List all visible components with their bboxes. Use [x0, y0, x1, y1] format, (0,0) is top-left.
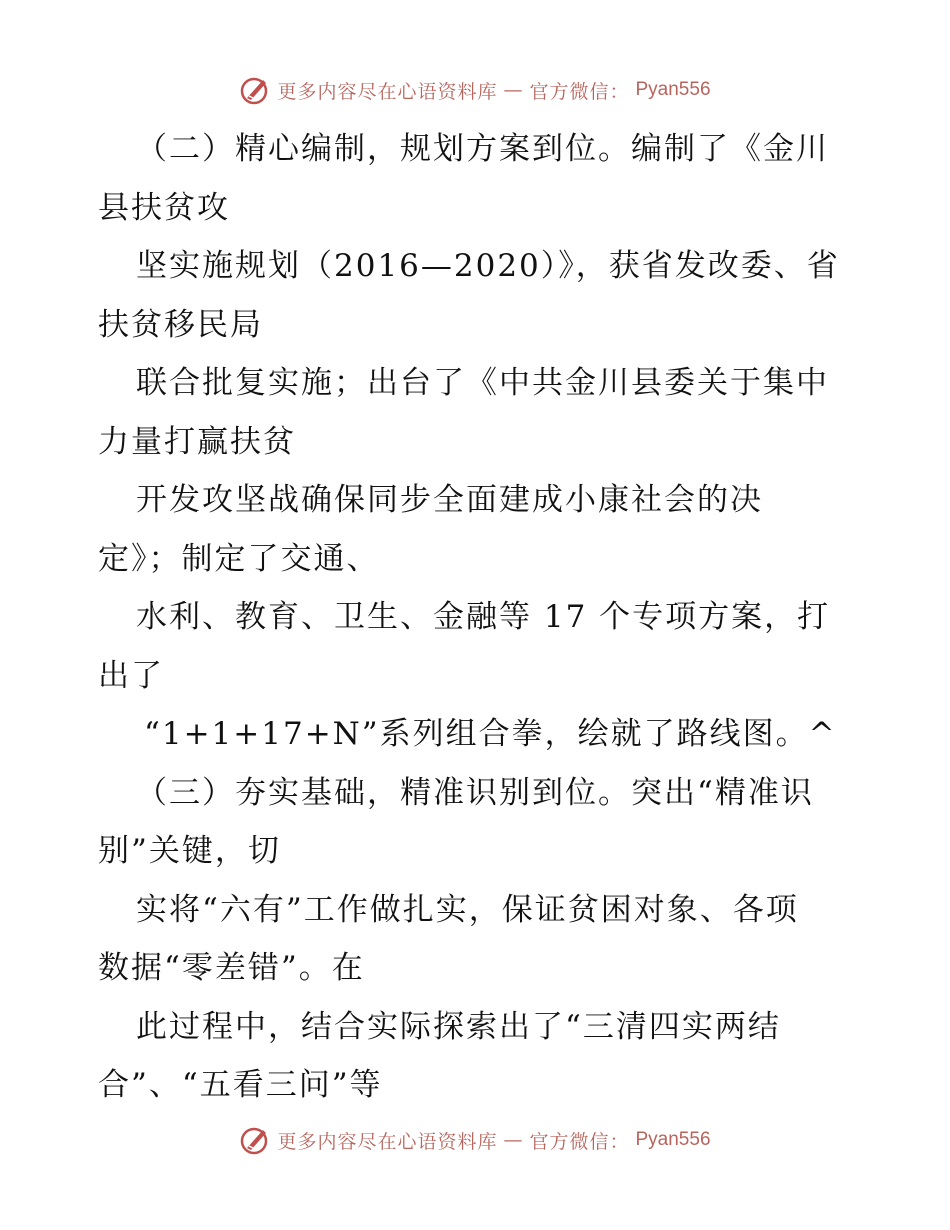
watermark-dash: —	[503, 79, 524, 101]
document-body	[98, 120, 858, 1115]
text-line: 别”关键，切	[98, 833, 281, 869]
watermark-text: 更多内容尽在心语资料库	[277, 80, 498, 103]
text-line: 开发攻坚战确保同步全面建成小康社会的决	[136, 482, 763, 518]
text-line: “1+1+17+N”系列组合拳，绘就了路线图。^	[144, 716, 837, 752]
watermark-wechat-id: Pyan556	[635, 79, 711, 100]
watermark-wechat-id: Pyan556	[635, 1129, 711, 1150]
quill-logo-icon	[239, 74, 271, 106]
watermark-dash: —	[503, 1129, 524, 1151]
watermark-wechat-label: 官方微信：	[529, 80, 630, 103]
text-line: 定》；制定了交通、	[98, 540, 380, 577]
text-line: （二）精心编制，规划方案到位。编制了《金川	[136, 131, 829, 167]
text-line: 水利、教育、卫生、金融等 17 个专项方案，打	[136, 599, 831, 635]
quill-logo-icon	[239, 1124, 271, 1156]
text-line: 出了	[98, 657, 164, 694]
text-line: 联合批复实施；出台了《中共金川县委关于集中	[136, 365, 829, 401]
footer-watermark	[0, 1120, 950, 1160]
text-line: 扶贫移民局	[98, 306, 263, 343]
text-line: 力量打赢扶贫	[98, 423, 296, 460]
text-line: 合”、“五看三问”等	[98, 1067, 383, 1103]
watermark-wechat-label: 官方微信：	[529, 1130, 630, 1153]
text-line: （三）夯实基础，精准识别到位。突出“精准识	[136, 774, 814, 811]
text-line: 此过程中，结合实际探索出了“三清四实两结	[136, 1008, 781, 1045]
text-line: 县扶贫攻	[98, 189, 230, 226]
text-line: 实将“六有”工作做扎实，保证贫困对象、各项	[136, 891, 799, 928]
text-line: 数据“零差错”。在	[98, 950, 365, 986]
watermark-text: 更多内容尽在心语资料库	[277, 1130, 498, 1153]
text-line: 坚实施规划（2016—2020）》，获省发改委、省	[136, 248, 840, 284]
header-watermark	[0, 70, 950, 110]
